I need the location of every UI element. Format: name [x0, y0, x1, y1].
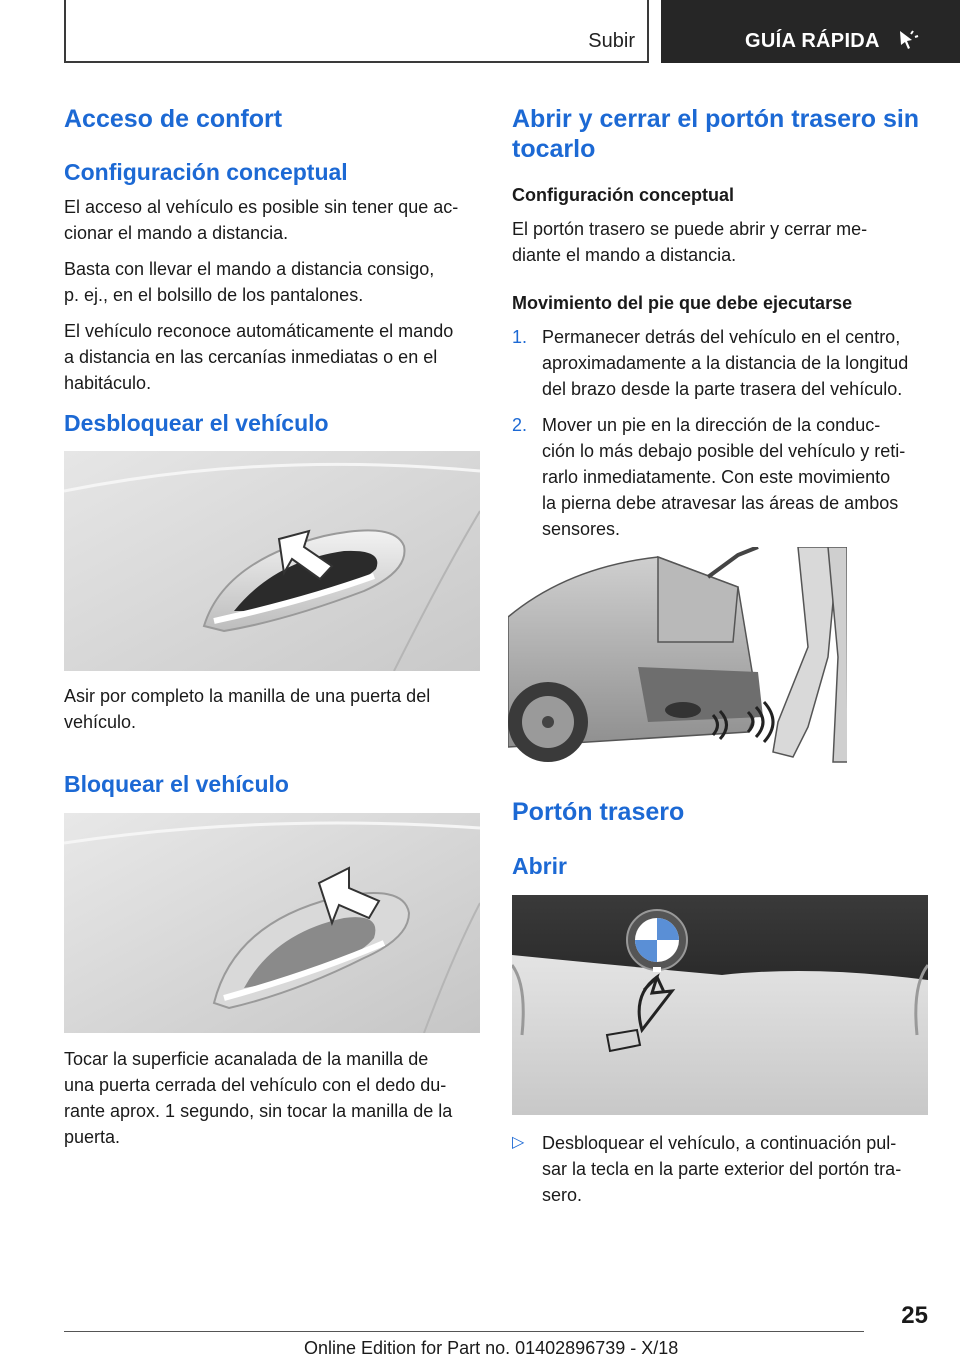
comfort-access-title: Acceso de confort [64, 105, 283, 133]
text-line: del brazo desde la parte trasera del vehículo. [542, 379, 903, 399]
text-line: una puerta cerrada del vehículo con el dedo du- [64, 1075, 447, 1095]
text-line: Tocar la superficie acanalada de la manilla de [64, 1049, 429, 1069]
step-number: 2. [512, 415, 528, 435]
concept-heading-left: Configuración conceptual [64, 159, 348, 185]
pointer-click-icon [897, 28, 921, 52]
text-line: El vehículo reconoce automáticamente el mando [64, 321, 454, 341]
text-line: Desbloquear el vehículo, a continuación pul- [542, 1133, 897, 1153]
tailgate-title: Portón trasero [512, 798, 685, 826]
text-line: El portón trasero se puede abrir y cerrar me- [512, 219, 868, 239]
title-line: Abrir y cerrar el portón trasero sin [512, 105, 920, 133]
text-line: ción lo más debajo posible del vehículo y reti- [542, 441, 906, 461]
text-line: habitáculo. [64, 373, 152, 393]
unlock-text [64, 683, 480, 735]
text-line: a distancia en las cercanías inmediatas o en el [64, 347, 438, 367]
door-handle-grip-image [64, 451, 480, 671]
text-line: vehículo. [64, 712, 137, 732]
lock-text [64, 1046, 480, 1150]
concept-text-right [512, 216, 928, 268]
door-handle-touch-image [64, 813, 480, 1033]
text-line: Basta con llevar el mando a distancia consigo, [64, 259, 435, 279]
lock-heading: Bloquear el vehículo [64, 771, 289, 797]
quick-guide-label: GUÍA RÁPIDA [745, 30, 880, 52]
list-item [512, 1130, 928, 1208]
text-line: cionar el mando a distancia. [64, 223, 289, 243]
concept-text-left [64, 194, 480, 396]
concept-heading-right: Configuración conceptual [512, 185, 735, 205]
unlock-heading: Desbloquear el vehículo [64, 410, 329, 436]
list-item [512, 324, 928, 402]
text-line: rarlo inmediatamente. Con este movimiento [542, 467, 891, 487]
up-link[interactable]: Subir [588, 30, 635, 52]
footer-divider [64, 1331, 864, 1332]
text-line: la pierna debe atravesar las áreas de ambos [542, 493, 899, 513]
page-number: 25 [901, 1302, 928, 1329]
text-line: Permanecer detrás del vehículo en el centro, [542, 327, 901, 347]
steps-list [512, 324, 928, 542]
movement-heading: Movimiento del pie que debe ejecutarse [512, 293, 853, 313]
text-line: sensores. [542, 519, 621, 539]
text-line: Asir por completo la manilla de una puerta del [64, 686, 431, 706]
step-number: 1. [512, 327, 528, 347]
list-item [512, 412, 928, 542]
handsfree-tailgate-title [512, 104, 928, 164]
open-instructions [512, 1130, 928, 1208]
text-line: Mover un pie en la dirección de la conduc- [542, 415, 881, 435]
text-line: aproximadamente a la distancia de la longitud [542, 353, 909, 373]
text-line: sar la tecla en la parte exterior del portón tra- [542, 1159, 902, 1179]
text-line: rante aprox. 1 segundo, sin tocar la manilla de la [64, 1101, 453, 1121]
triangle-bullet-icon: ▷ [512, 1134, 525, 1151]
text-line: sero. [542, 1185, 583, 1205]
text-line: p. ej., en el bolsillo de los pantalones. [64, 285, 364, 305]
header-up-tab[interactable] [64, 0, 649, 63]
footer-edition: Online Edition for Part no. 01402896739 - X/18 [304, 1338, 679, 1358]
text-line: puerta. [64, 1127, 121, 1147]
text-line: diante el mando a distancia. [512, 245, 737, 265]
open-heading: Abrir [512, 853, 567, 879]
tailgate-button-image [512, 895, 928, 1115]
header-quick-guide-tab[interactable] [661, 0, 960, 63]
title-line: tocarlo [512, 135, 596, 163]
text-line: El acceso al vehículo es posible sin tener que ac- [64, 197, 459, 217]
foot-movement-image [508, 547, 847, 767]
